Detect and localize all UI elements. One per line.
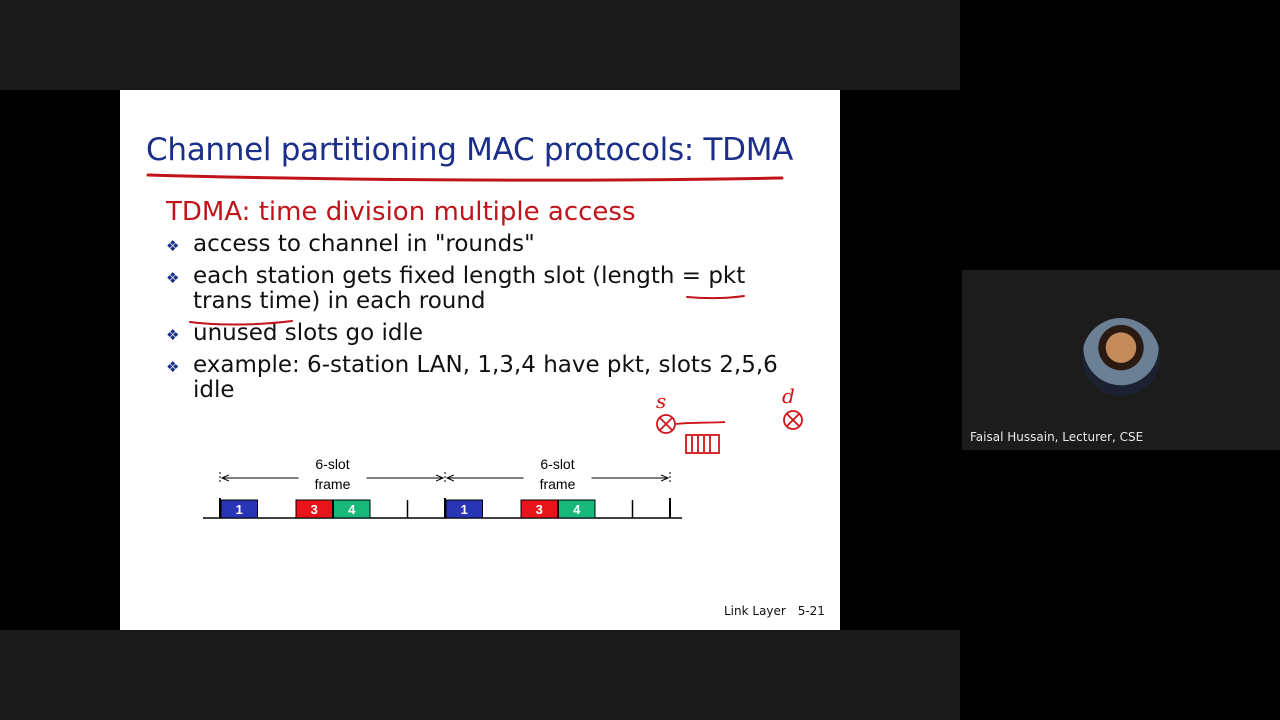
presentation-slide [120, 90, 840, 630]
footer-page-number: 5-21 [797, 604, 825, 618]
participant-avatar [1082, 318, 1160, 396]
diamond-bullet-icon: ❖ [166, 358, 180, 376]
slot-label: 1 [235, 502, 243, 517]
frame-label-line2: frame [314, 476, 351, 492]
frame-label-line1: 6-slot [540, 456, 575, 472]
link-line-ink [676, 422, 725, 424]
bullet-list [166, 232, 786, 410]
diamond-bullet-icon: ❖ [166, 237, 180, 255]
letterbox-top [0, 0, 960, 90]
dest-d-label: d [782, 384, 795, 408]
slot-label: 4 [348, 502, 356, 517]
tdma-frame-diagram [200, 450, 700, 530]
bullet-item [166, 321, 786, 346]
diamond-bullet-icon: ❖ [166, 269, 180, 287]
frame-label-line1: 6-slot [315, 456, 350, 472]
source-node-icon [657, 415, 675, 433]
dest-node-icon [784, 411, 802, 429]
diamond-bullet-icon: ❖ [166, 326, 180, 344]
slot-label: 1 [460, 502, 468, 517]
slot-label: 4 [573, 502, 581, 517]
bullet-text: access to channel in "rounds" [193, 231, 535, 257]
slide-subtitle: TDMA: time division multiple access [166, 197, 636, 227]
dest-node-cross [787, 414, 799, 426]
bullet-text: example: 6-station LAN, 1,3,4 have pkt, slots 2,5,6 idle [193, 352, 778, 403]
source-node-cross [660, 418, 672, 430]
bullet-item [166, 264, 786, 314]
title-underline-ink [148, 175, 782, 180]
bullet-item [166, 353, 786, 403]
footer-chapter: Link Layer [724, 604, 786, 618]
participant-video-tile[interactable] [962, 270, 1280, 450]
participant-name: Faisal Hussain, Lecturer, CSE [970, 430, 1144, 444]
bullet-text: each station gets fixed length slot (length = pkt trans time) in each round [193, 263, 746, 314]
frame-label-line2: frame [539, 476, 576, 492]
bullet-item [166, 232, 786, 257]
bullet-text: unused slots go idle [193, 320, 424, 346]
letterbox-bottom [0, 630, 960, 720]
slot-label: 3 [535, 502, 543, 517]
slide-footer [724, 604, 833, 618]
slide-title: Channel partitioning MAC protocols: TDMA [146, 132, 794, 168]
slot-label: 3 [310, 502, 318, 517]
source-s-label: s [656, 389, 667, 413]
